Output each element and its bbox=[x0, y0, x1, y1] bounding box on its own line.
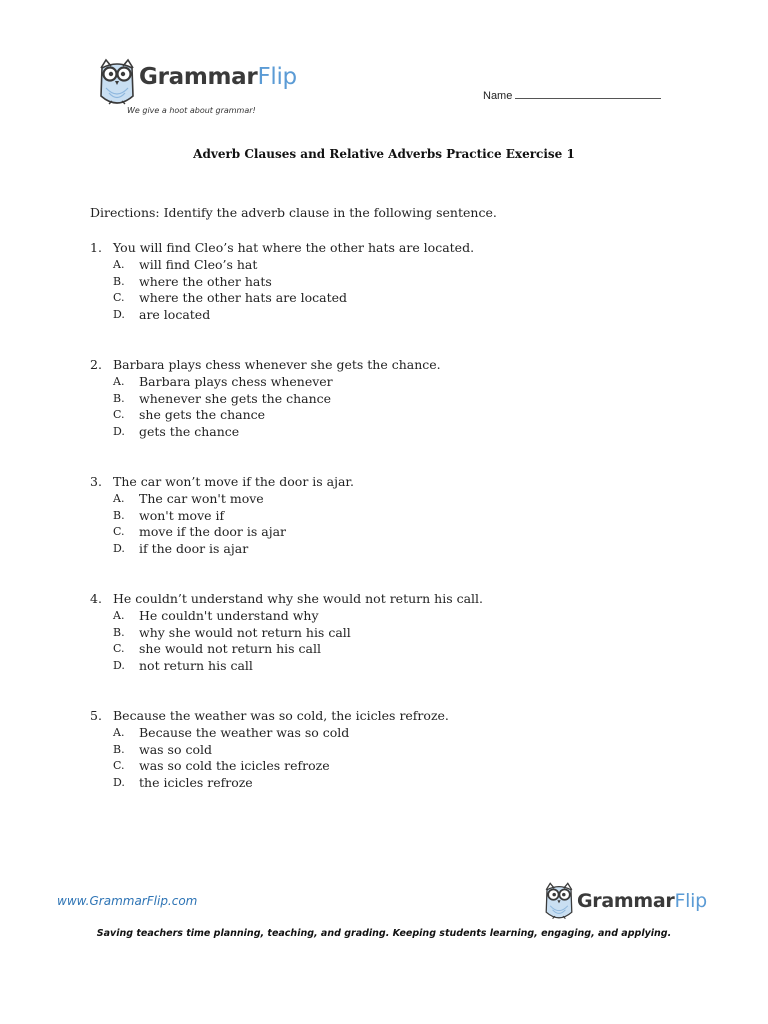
question-text: Barbara plays chess whenever she gets the chance. bbox=[113, 357, 441, 372]
question-5 bbox=[90, 708, 710, 792]
question-number: 2. bbox=[90, 357, 102, 372]
option-text: Barbara plays chess whenever bbox=[139, 373, 333, 389]
option-text: The car won't move bbox=[139, 490, 264, 506]
answer-option[interactable] bbox=[90, 508, 710, 525]
option-text: if the door is ajar bbox=[139, 541, 249, 557]
question-number: 5. bbox=[90, 708, 102, 723]
answer-option[interactable] bbox=[90, 725, 710, 742]
name-label: Name bbox=[483, 90, 513, 102]
option-letter: A. bbox=[113, 491, 125, 505]
option-text: was so cold bbox=[139, 741, 212, 757]
option-letter: C. bbox=[113, 291, 125, 305]
option-letter: C. bbox=[113, 642, 125, 656]
option-text: where the other hats are located bbox=[139, 290, 347, 306]
answer-option[interactable] bbox=[90, 391, 710, 408]
option-letter: B. bbox=[113, 508, 125, 522]
owl-icon bbox=[543, 880, 575, 922]
answer-option[interactable] bbox=[90, 658, 710, 675]
brand-part1: Grammar bbox=[577, 890, 675, 912]
footer-slogan: Saving teachers time planning, teaching, and grading. Keeping students learning, engaging, and applying. bbox=[96, 928, 672, 939]
answer-option[interactable] bbox=[90, 374, 710, 391]
answer-option[interactable] bbox=[90, 758, 710, 775]
option-text: won't move if bbox=[139, 507, 225, 523]
option-text: not return his call bbox=[139, 658, 253, 674]
question-3 bbox=[90, 474, 710, 558]
question-stem bbox=[90, 708, 710, 725]
question-text: You will find Cleo’s hat where the other hats are located. bbox=[113, 240, 475, 255]
question-number: 3. bbox=[90, 474, 102, 489]
answer-option[interactable] bbox=[90, 641, 710, 658]
answer-option[interactable] bbox=[90, 274, 710, 291]
option-letter: B. bbox=[113, 391, 125, 405]
option-letter: B. bbox=[113, 274, 125, 288]
question-text: He couldn’t understand why she would not return his call. bbox=[113, 591, 484, 606]
option-letter: C. bbox=[113, 408, 125, 422]
option-text: why she would not return his call bbox=[139, 624, 351, 640]
question-stem bbox=[90, 240, 710, 257]
brand-part2: Flip bbox=[257, 64, 297, 90]
option-letter: A. bbox=[113, 257, 125, 271]
option-text: was so cold the icicles refroze bbox=[139, 758, 330, 774]
question-stem bbox=[90, 357, 710, 374]
question-text: Because the weather was so cold, the icicles refroze. bbox=[113, 708, 449, 723]
option-letter: B. bbox=[113, 742, 125, 756]
answer-option[interactable] bbox=[90, 407, 710, 424]
option-letter: D. bbox=[113, 659, 125, 673]
option-letter: A. bbox=[113, 374, 125, 388]
option-letter: D. bbox=[113, 542, 125, 556]
question-text: The car won’t move if the door is ajar. bbox=[113, 474, 355, 489]
question-number: 4. bbox=[90, 591, 102, 606]
directions: Directions: Identify the adverb clause in the following sentence. bbox=[90, 205, 497, 220]
question-number: 1. bbox=[90, 240, 102, 255]
option-letter: B. bbox=[113, 625, 125, 639]
option-text: move if the door is ajar bbox=[139, 524, 286, 540]
brand-wordmark bbox=[577, 890, 707, 912]
name-blank-line[interactable] bbox=[515, 88, 661, 99]
name-field[interactable] bbox=[483, 88, 661, 102]
option-text: He couldn't understand why bbox=[139, 607, 319, 623]
brand-part1: Grammar bbox=[139, 64, 258, 90]
answer-option[interactable] bbox=[90, 307, 710, 324]
answer-option[interactable] bbox=[90, 541, 710, 558]
option-letter: A. bbox=[113, 608, 125, 622]
answer-option[interactable] bbox=[90, 290, 710, 307]
answer-option[interactable] bbox=[90, 257, 710, 274]
option-text: are located bbox=[139, 307, 211, 323]
owl-icon bbox=[97, 56, 137, 108]
option-text: will find Cleo’s hat bbox=[139, 256, 258, 272]
option-letter: A. bbox=[113, 725, 125, 739]
option-text: Because the weather was so cold bbox=[139, 724, 350, 740]
brand-part2: Flip bbox=[674, 890, 707, 912]
answer-option[interactable] bbox=[90, 524, 710, 541]
question-stem bbox=[90, 591, 710, 608]
option-letter: C. bbox=[113, 525, 125, 539]
answer-option[interactable] bbox=[90, 608, 710, 625]
option-letter: D. bbox=[113, 308, 125, 322]
option-text: whenever she gets the chance bbox=[139, 390, 332, 406]
option-text: she would not return his call bbox=[139, 641, 321, 657]
answer-option[interactable] bbox=[90, 742, 710, 759]
brand-wordmark bbox=[139, 64, 297, 90]
question-1 bbox=[90, 240, 710, 324]
option-letter: D. bbox=[113, 776, 125, 790]
tagline: We give a hoot about grammar! bbox=[127, 106, 256, 115]
answer-option[interactable] bbox=[90, 491, 710, 508]
answer-option[interactable] bbox=[90, 775, 710, 792]
option-text: she gets the chance bbox=[139, 407, 266, 423]
question-2 bbox=[90, 357, 710, 441]
answer-option[interactable] bbox=[90, 625, 710, 642]
question-stem bbox=[90, 474, 710, 491]
option-text: where the other hats bbox=[139, 273, 272, 289]
grammarflip-logo bbox=[97, 56, 297, 120]
option-text: gets the chance bbox=[139, 424, 240, 440]
option-letter: D. bbox=[113, 425, 125, 439]
option-text: the icicles refroze bbox=[139, 775, 253, 791]
answer-option[interactable] bbox=[90, 424, 710, 441]
page-title: Adverb Clauses and Relative Adverbs Practice Exercise 1 bbox=[193, 147, 575, 161]
footer-website-link[interactable]: www.GrammarFlip.com bbox=[57, 894, 198, 908]
question-4 bbox=[90, 591, 710, 675]
grammarflip-logo-footer bbox=[543, 880, 713, 926]
option-letter: C. bbox=[113, 759, 125, 773]
